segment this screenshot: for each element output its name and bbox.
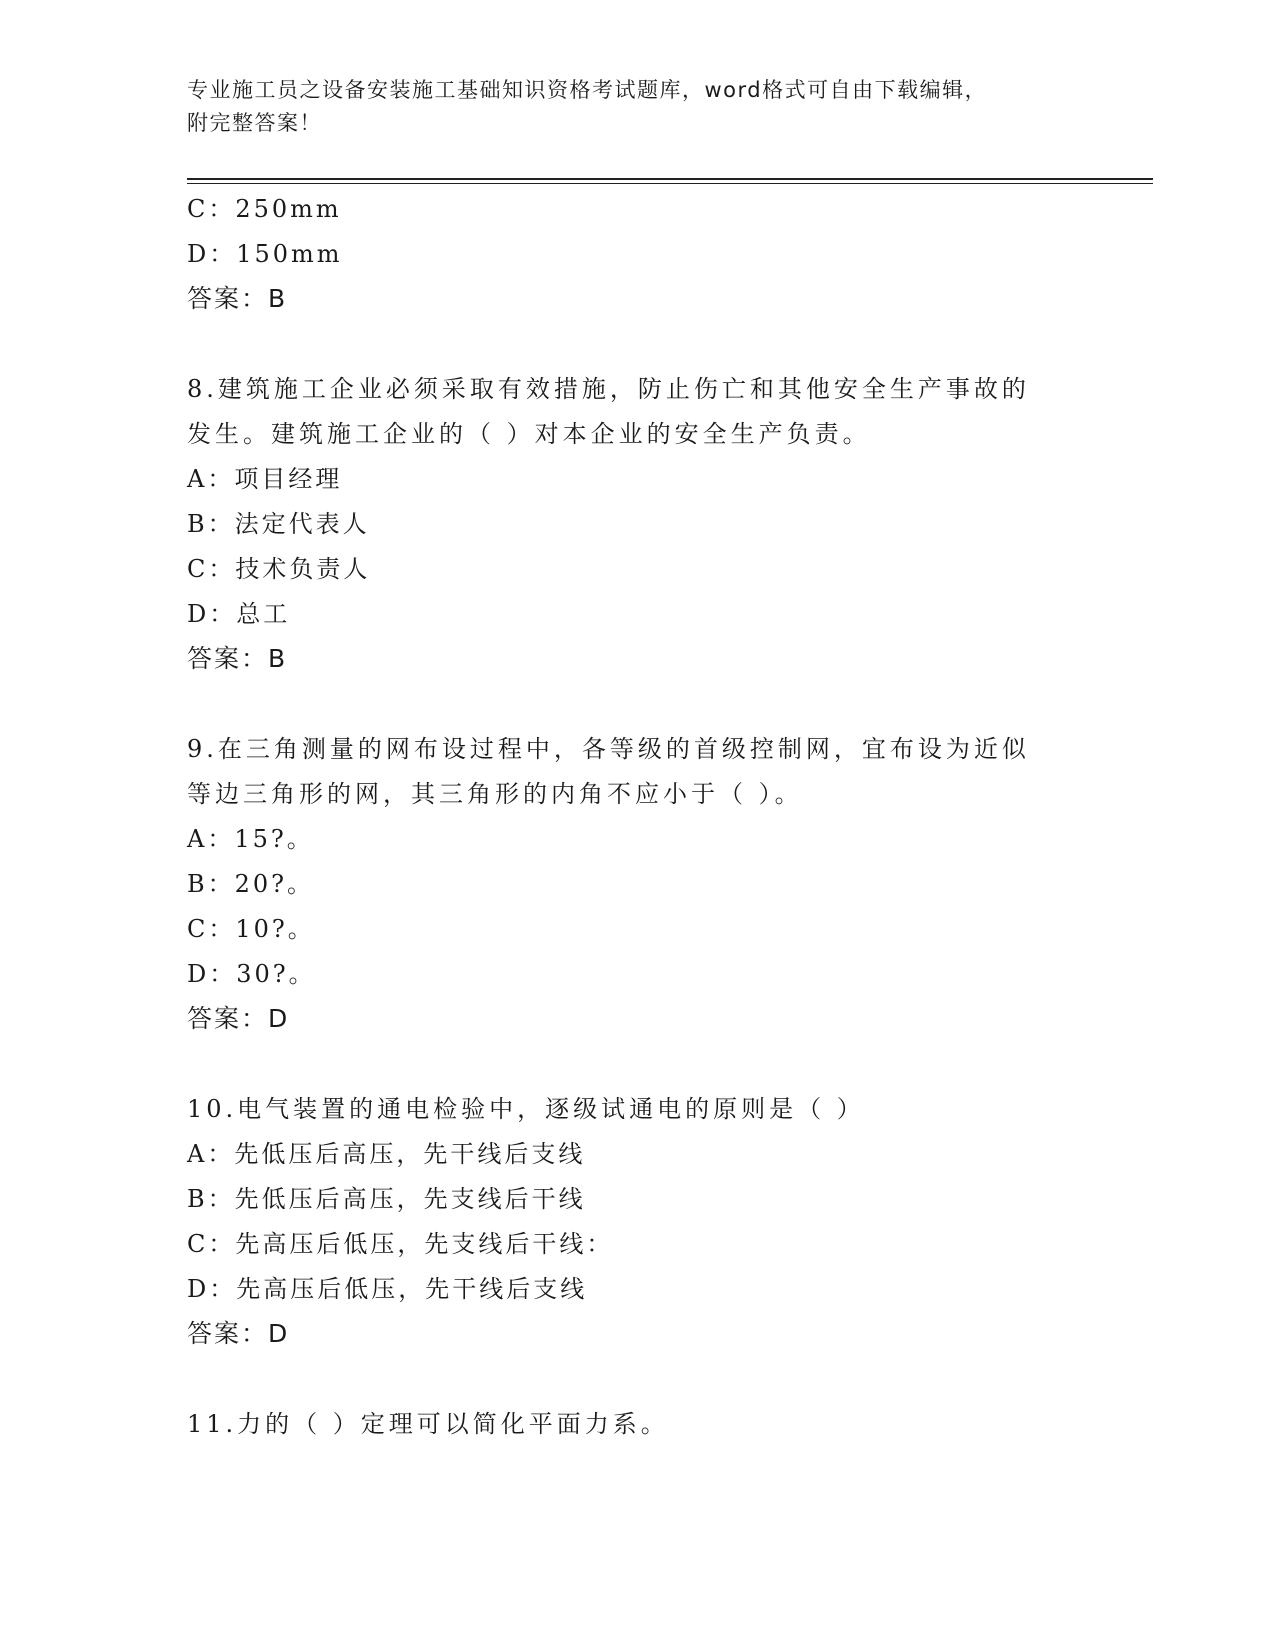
- q9-option-c: C：10?。: [187, 915, 315, 943]
- header-line-1: 专业施工员之设备安装施工基础知识资格考试题库，word格式可自由下载编辑，: [187, 78, 988, 102]
- q10-option-c: C：先高压后低压，先支线后干线：: [187, 1230, 614, 1258]
- q9-option-b: B：20?。: [187, 870, 315, 898]
- q10-answer: 答案：D: [187, 1319, 290, 1348]
- q8-option-a: A：项目经理: [187, 465, 343, 493]
- document-header: [187, 74, 1087, 140]
- q8-stem-line-1: 8.建筑施工企业必须采取有效措施，防止伤亡和其他安全生产事故的: [187, 375, 1030, 403]
- q11-stem-line-1: 11.力的（ ）定理可以简化平面力系。: [187, 1410, 669, 1438]
- q8-option-d: D：总工: [187, 600, 291, 628]
- header-divider-thin: [187, 183, 1153, 184]
- q10-option-a: A：先低压后高压，先干线后支线: [187, 1140, 586, 1168]
- q10-stem-line-1: 10.电气装置的通电检验中，逐级试通电的原则是（ ）: [187, 1095, 865, 1123]
- q10-option-b: B：先低压后高压，先支线后干线: [187, 1185, 586, 1213]
- q8-option-b: B：法定代表人: [187, 510, 370, 538]
- header-line-2: 附完整答案！: [187, 111, 322, 135]
- header-divider-thick: [187, 178, 1153, 180]
- q9-stem-line-1: 9.在三角测量的网布设过程中，各等级的首级控制网，宜布设为近似: [187, 735, 1030, 763]
- q10-option-d: D：先高压后低压，先干线后支线: [187, 1275, 588, 1303]
- prev-option-c: C：250mm: [187, 195, 342, 223]
- q9-option-d: D：30?。: [187, 960, 316, 988]
- q8-stem-line-2: 发生。建筑施工企业的（ ）对本企业的安全生产负责。: [187, 420, 871, 448]
- q9-option-a: A：15?。: [187, 825, 314, 853]
- prev-option-d: D：150mm: [187, 240, 343, 268]
- q9-stem-line-2: 等边三角形的网，其三角形的内角不应小于（ ）。: [187, 780, 803, 808]
- q8-option-c: C：技术负责人: [187, 555, 371, 583]
- q9-answer: 答案：D: [187, 1004, 290, 1033]
- q8-answer: 答案：B: [187, 644, 288, 673]
- prev-answer: 答案：B: [187, 284, 288, 313]
